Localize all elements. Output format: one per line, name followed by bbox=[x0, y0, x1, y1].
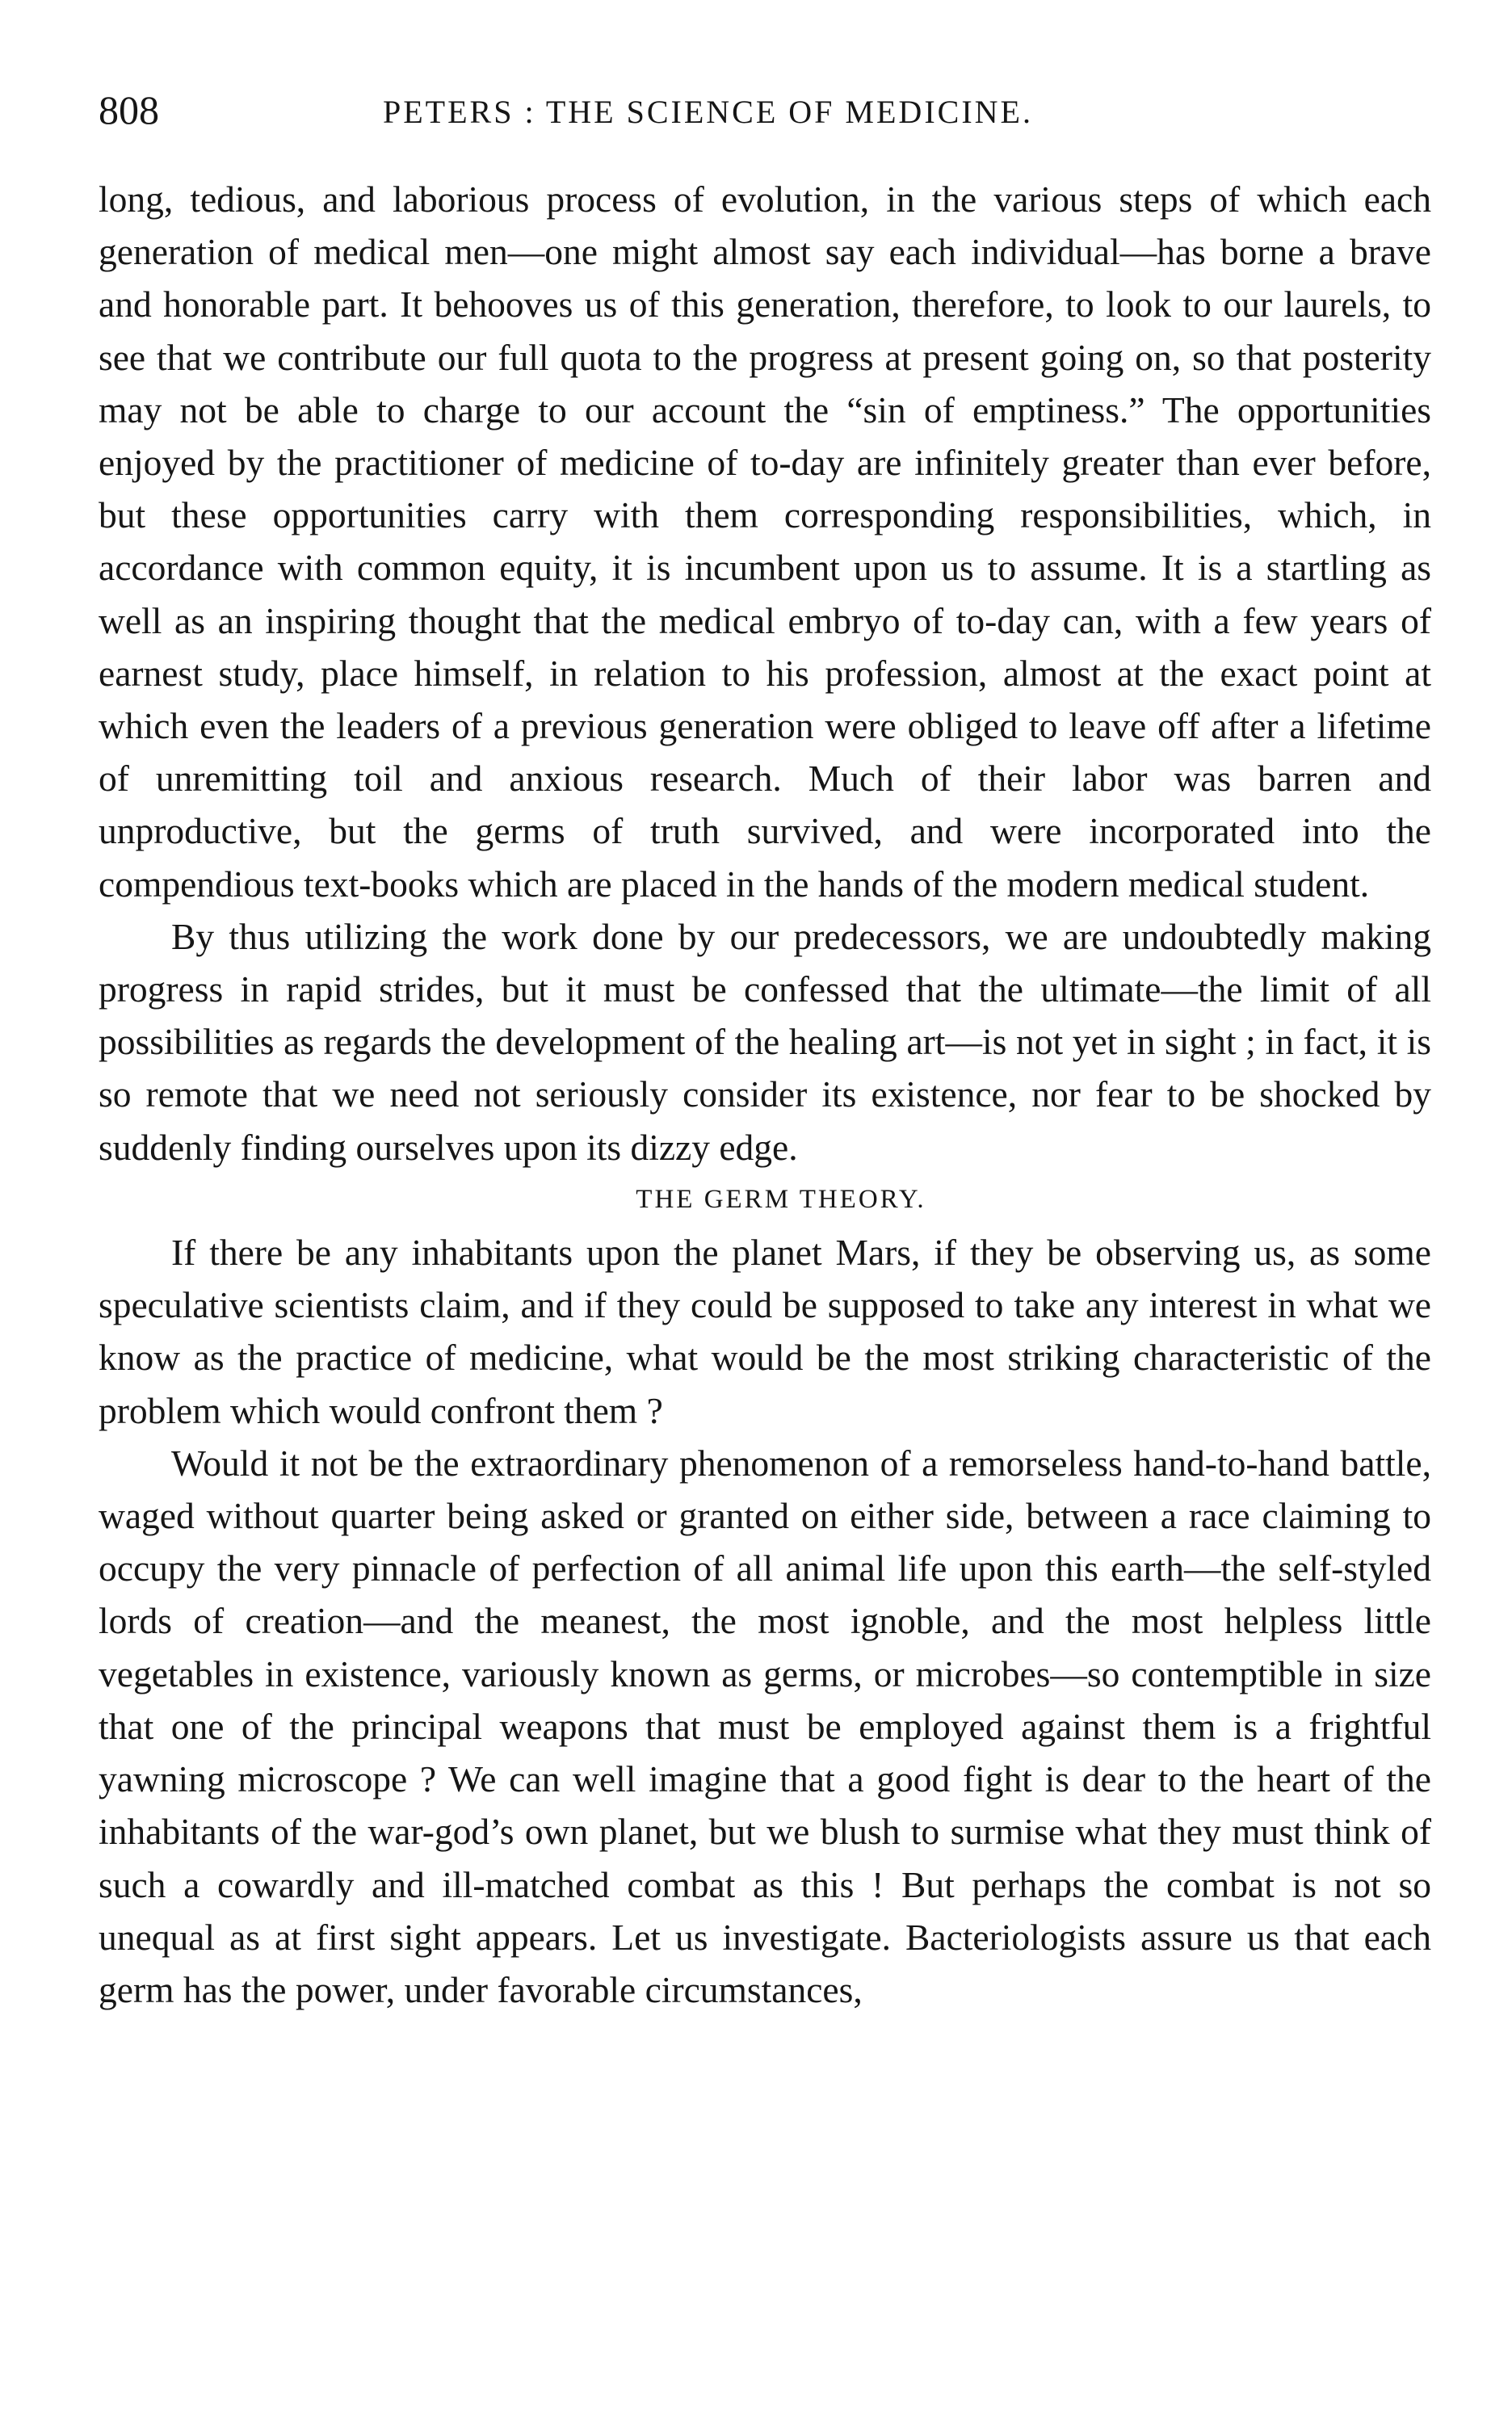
section-heading: THE GERM THEORY. bbox=[636, 1184, 926, 1214]
paragraph: If there be any inhabitants upon the planet Mars, if they be observing us, as some speculative scientists claim, and if they could be supposed to take any interest in what we know as the practice of medicine, what would be the most striking characteristic of the problem which would confront them ? bbox=[99, 1232, 1431, 1431]
body-text bbox=[99, 173, 1431, 2016]
paragraph-continued: long, tedious, and laborious process of evolution, in the various steps of which each generation of medical men—one might almost say each individual—has borne a brave and honorable part. It behooves us of this generation, therefore, to look to our laurels, to see that we contribute our full quota to the progress at present going on, so that posterity may not be able to charge to our account the “sin of emptiness.” The opportunities enjoyed by the practitioner of medicine of to-day are infinitely greater than ever before, but these opportunities carry with them corresponding responsibilities, which, in accordance with common equity, it is incumbent upon us to assume. It is a startling as well as an inspiring thought that the medical embryo of to-day can, with a few years of earnest study, place himself, in relation to his profession, almost at the exact point at which even the leaders of a previous generation were obliged to leave off after a lifetime of unremitting toil and anxious research. Much of their labor was barren and unproductive, but the germs of truth survived, and were incorporated into the compendious text-books which are placed in the hands of the modern medical student. bbox=[99, 178, 1431, 905]
page-number: 808 bbox=[99, 87, 159, 132]
paragraph: By thus utilizing the work done by our predecessors, we are undoubtedly making progress in rapid strides, but it must be confessed that the ultimate—the limit of all possibilities as regards the development of the healing art—is not yet in sight ; in fact, it is so remote that we need not seriously consider its existence, nor fear to be shocked by suddenly finding ourselves upon its dizzy edge. bbox=[99, 915, 1431, 1168]
running-title: PETERS : THE SCIENCE OF MEDICINE. bbox=[383, 94, 1033, 130]
paragraph: Would it not be the extraordinary phenomenon of a remorseless hand-to-hand battle, waged without quarter being asked or granted on either side, between a race claiming to occupy the very pinnacle of perfection of all animal life upon this earth—the self-styled lords of creation—and the meanest, the most ignoble, and the most helpless little vegetables in existence, variously known as germs, or microbes—so contemptible in size that one of the principal weapons that must be employed against them is a frightful yawning microscope ? We can well imagine that a good fight is dear to the heart of the inhabitants of the war-god’s own planet, but we blush to surmise what they must think of such a cowardly and ill-matched combat as this ! But perhaps the combat is not so unequal as at first sight appears. Let us investigate. Bacteriologists assure us that each germ has the power, under favorable circumstances, bbox=[99, 1442, 1431, 2010]
running-head bbox=[99, 74, 1431, 139]
